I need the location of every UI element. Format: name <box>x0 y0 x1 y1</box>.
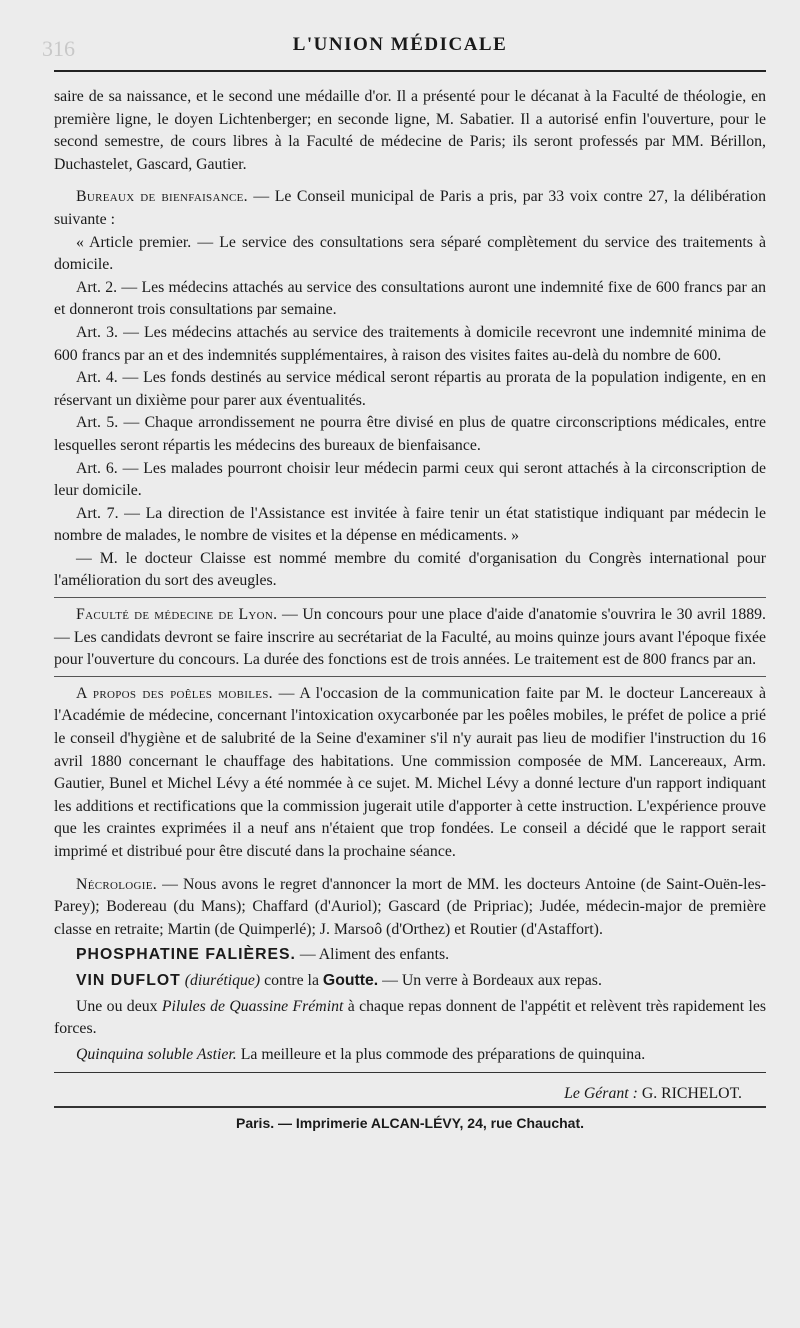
paragraph-necrologie <box>54 874 766 942</box>
ad-italic: Pilules de Quassine Frémint <box>161 997 344 1015</box>
ad-text: La meilleure et la plus commode des préparations de quinquina. <box>236 1045 646 1063</box>
ad-text: — Aliment des enfants. <box>295 946 450 964</box>
section-divider <box>54 676 766 677</box>
ad-product-name: VIN DUFLOT <box>76 971 181 989</box>
ad-italic: (diurétique) <box>184 971 261 989</box>
paragraph-claisse: — M. le docteur Claisse est nommé membre du comité d'organisation du Congrès international pour l'amélioration du sort des aveugles. <box>54 549 766 590</box>
paragraph-text: — Un concours pour une place d'aide d'anatomie s'ouvrira le 30 avril 1889. — Les candidats devront se faire inscrire au secrétariat de la Faculté, au moins quinze jours avant l'époque fixée pour l'ouverture du concours. La durée des fonctions est de trois années. Le traitement est de 800 francs par an. <box>54 606 766 669</box>
footer-rule <box>54 1072 766 1073</box>
gerant-name: G. RICHELOT. <box>641 1085 742 1103</box>
ad-vin-duflot <box>54 970 766 993</box>
gerant-label: Le Gérant : <box>564 1085 638 1103</box>
article-6: Art. 6. — Les malades pourront choisir leur médecin parmi ceux qui seront attachés à la circonscription de leur domicile. <box>54 459 766 500</box>
article-4: Art. 4. — Les fonds destinés au service médical seront répartis au prorata de la population indigente, en en réservant un dixième pour parer aux éventualités. <box>54 369 766 409</box>
ad-text: — Un verre à Bordeaux aux repas. <box>378 971 602 989</box>
article-5: Art. 5. — Chaque arrondissement ne pourra être divisé en plus de quatre circonscriptions médicales, entre lesquelles seront répartis les médecins des bureaux de bienfaisance. <box>54 414 766 454</box>
gerant-line <box>54 1083 766 1106</box>
ad-quinquina <box>54 1044 766 1067</box>
ad-phosphatine <box>54 944 766 967</box>
article-7: Art. 7. — La direction de l'Assistance est invitée à faire tenir un état statistique indiquant par médecin le nombre de malades, le nombre de visites et la dépense en médicaments. » <box>54 504 766 545</box>
ad-quassine <box>54 996 766 1041</box>
ad-bold: Goutte. <box>322 971 379 989</box>
ad-italic: Quinquina soluble Astier. <box>76 1045 237 1063</box>
article-3: Art. 3. — Les médecins attachés au service des traitements à domicile recevront une indemnité minima de 600 francs par an et des indemnités supplémentaires, à raison des visites faites au-delà du nombre de 600. <box>54 323 766 364</box>
article-2: Art. 2. — Les médecins attachés au service des consultations auront une indemnité fixe de 600 francs par an et donneront trois consultations par semaine. <box>54 278 766 319</box>
section-heading: A propos des poêles mobiles. <box>76 684 273 702</box>
paragraph-poeles <box>54 683 766 864</box>
ad-text: Une ou deux <box>76 997 162 1015</box>
article-1: « Article premier. — Le service des consultations sera séparé complètement du service des traitements à domicile. <box>54 233 766 274</box>
paragraph-faculte-theologie: saire de sa naissance, et le second une médaille d'or. Il a présenté pour le décanat à la Faculté de théologie, en première ligne, le doyen Lichtenberger; en seconde ligne, M. Sabatier. Il a autorisé enfin l'ouverture, pour le second semestre, de cours libres à la Faculté de médecine de Paris; ils seront professés par MM. Bérillon, Duchastelet, Gascard, Gautier. <box>54 88 766 173</box>
ad-text: à chaque repas donnent de l'appétit et relèvent très rapidement les forces. <box>54 997 767 1038</box>
section-heading: Bureaux de bienfaisance. <box>76 188 248 206</box>
section-heading: Faculté de médecine de Lyon. <box>76 606 278 624</box>
paragraph-text: — Le Conseil municipal de Paris a pris, par 33 voix contre 27, la délibération suivante : <box>54 188 766 228</box>
paragraph-text: — Nous avons le regret d'annoncer la mort de MM. les docteurs Antoine (de Saint-Ouën-les-Parey); Bodereau (du Mans); Chaffard (d'Auriol); Gascard (de Pripriac); Judée, médecin-major de première classe en retraite; Martin (de Quimperlé); J. Marsoô (d'Orthez) et Routier (d'Astaffort). <box>54 875 766 938</box>
paragraph-text: — A l'occasion de la communication faite par M. le docteur Lancereaux à l'Académie de médecine, concernant l'intoxication oxycarbonée par les poêles mobiles, le préfet de police a prié le conseil d'hygiène et de salubrité de la Seine d'examiner s'il n'y aurait pas lieu de modifier l'instruction du 16 avril 1880 concernant le chauffage des habitations. Une commission composée de MM. Lancereaux, Arm. Gautier, Bunel et Michel Lévy a été nommée à ce sujet. M. Michel Lévy a donné lecture d'un rapport indiquant les additions et rectifications que la commission jugerait utile d'apporter à cette instruction. L'expérience prouve que les craintes exprimées il a neuf ans n'étaient que trop fondées. Le conseil a décidé que le rapport serait imprimé et distribué pour être discuté dans la prochaine séance. <box>54 684 766 860</box>
section-divider <box>54 597 766 598</box>
running-head: L'UNION MÉDICALE <box>292 34 508 55</box>
paragraph-bureaux <box>54 186 766 231</box>
printer-imprint: Paris. — Imprimerie ALCAN-LÉVY, 24, rue Chauchat. <box>235 1114 585 1131</box>
section-heading: Nécrologie. <box>76 875 157 893</box>
page-number: 316 <box>42 36 75 61</box>
header-rule <box>54 70 766 72</box>
article-body <box>54 86 766 1135</box>
paragraph-faculte-lyon <box>54 604 766 672</box>
ad-product-name: PHOSPHATINE FALIÈRES. <box>76 946 296 964</box>
ad-text: contre la <box>260 971 323 989</box>
footer-rule-double <box>54 1106 766 1108</box>
